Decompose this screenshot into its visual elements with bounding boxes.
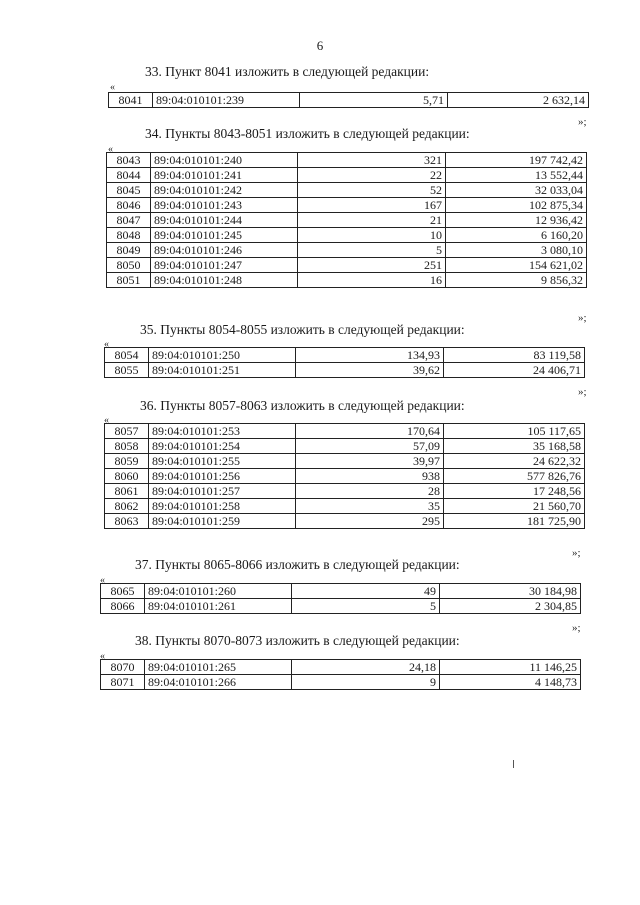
area-cell: 134,93 xyxy=(296,348,444,363)
cadastral-number-cell: 89:04:010101:241 xyxy=(151,168,298,183)
opening-quote: « xyxy=(108,144,113,155)
amount-cell: 13 552,44 xyxy=(446,168,587,183)
table-row xyxy=(107,273,587,288)
area-cell: 39,97 xyxy=(296,454,444,469)
amount-cell: 6 160,20 xyxy=(446,228,587,243)
point-number-cell: 8066 xyxy=(101,599,145,614)
table-row xyxy=(107,213,587,228)
section-heading: 34. Пункты 8043-8051 изложить в следующей редакции: xyxy=(145,126,470,141)
opening-quote: « xyxy=(104,339,109,350)
point-number-cell: 8071 xyxy=(101,675,145,690)
table-row xyxy=(107,168,587,183)
amount-cell: 2 632,14 xyxy=(448,93,589,108)
amount-cell: 24 622,32 xyxy=(444,454,585,469)
amount-cell: 3 080,10 xyxy=(446,243,587,258)
amount-cell: 154 621,02 xyxy=(446,258,587,273)
area-cell: 21 xyxy=(298,213,446,228)
area-cell: 9 xyxy=(292,675,440,690)
area-cell: 5 xyxy=(292,599,440,614)
cadastral-number-cell: 89:04:010101:245 xyxy=(151,228,298,243)
table-row xyxy=(109,93,589,108)
page-number: 6 xyxy=(316,38,324,53)
cadastral-number-cell: 89:04:010101:257 xyxy=(149,484,296,499)
table-row xyxy=(105,454,585,469)
cadastral-number-cell: 89:04:010101:248 xyxy=(151,273,298,288)
opening-quote: « xyxy=(100,575,105,586)
point-number-cell: 8062 xyxy=(105,499,149,514)
cadastral-number-cell: 89:04:010101:258 xyxy=(149,499,296,514)
point-number-cell: 8070 xyxy=(101,660,145,675)
area-cell: 57,09 xyxy=(296,439,444,454)
table-row xyxy=(107,198,587,213)
table-row xyxy=(101,660,581,675)
point-number-cell: 8046 xyxy=(107,198,151,213)
table-row xyxy=(105,363,585,378)
table-row xyxy=(101,675,581,690)
section-heading: 33. Пункт 8041 изложить в следующей редакции: xyxy=(145,64,430,79)
area-cell: 938 xyxy=(296,469,444,484)
cadastral-number-cell: 89:04:010101:253 xyxy=(149,424,296,439)
point-number-cell: 8047 xyxy=(107,213,151,228)
cadastral-number-cell: 89:04:010101:240 xyxy=(151,153,298,168)
cadastral-number-cell: 89:04:010101:244 xyxy=(151,213,298,228)
section-heading: 37. Пункты 8065-8066 изложить в следующей редакции: xyxy=(135,557,460,572)
area-cell: 170,64 xyxy=(296,424,444,439)
amendment-table xyxy=(100,583,581,614)
point-number-cell: 8059 xyxy=(105,454,149,469)
point-number-cell: 8044 xyxy=(107,168,151,183)
area-cell: 39,62 xyxy=(296,363,444,378)
table-row xyxy=(101,584,581,599)
area-cell: 167 xyxy=(298,198,446,213)
amount-cell: 32 033,04 xyxy=(446,183,587,198)
area-cell: 24,18 xyxy=(292,660,440,675)
section-heading: 38. Пункты 8070-8073 изложить в следующей редакции: xyxy=(135,633,460,648)
cadastral-number-cell: 89:04:010101:255 xyxy=(149,454,296,469)
amendment-table xyxy=(106,152,587,288)
area-cell: 10 xyxy=(298,228,446,243)
area-cell: 22 xyxy=(298,168,446,183)
point-number-cell: 8061 xyxy=(105,484,149,499)
cadastral-number-cell: 89:04:010101:259 xyxy=(149,514,296,529)
area-cell: 28 xyxy=(296,484,444,499)
point-number-cell: 8041 xyxy=(109,93,153,108)
table-row xyxy=(107,228,587,243)
cadastral-number-cell: 89:04:010101:254 xyxy=(149,439,296,454)
table-row xyxy=(105,499,585,514)
cadastral-number-cell: 89:04:010101:260 xyxy=(145,584,292,599)
area-cell: 295 xyxy=(296,514,444,529)
closing-quote: »; xyxy=(578,116,587,128)
amount-cell: 2 304,85 xyxy=(440,599,581,614)
cadastral-number-cell: 89:04:010101:247 xyxy=(151,258,298,273)
amount-cell: 197 742,42 xyxy=(446,153,587,168)
table-row xyxy=(105,424,585,439)
point-number-cell: 8058 xyxy=(105,439,149,454)
point-number-cell: 8057 xyxy=(105,424,149,439)
area-cell: 49 xyxy=(292,584,440,599)
point-number-cell: 8060 xyxy=(105,469,149,484)
closing-quote: »; xyxy=(578,386,587,398)
area-cell: 16 xyxy=(298,273,446,288)
amount-cell: 21 560,70 xyxy=(444,499,585,514)
table-row xyxy=(105,348,585,363)
opening-quote: « xyxy=(100,651,105,662)
table-row xyxy=(107,153,587,168)
cadastral-number-cell: 89:04:010101:250 xyxy=(149,348,296,363)
table-row xyxy=(105,469,585,484)
cadastral-number-cell: 89:04:010101:266 xyxy=(145,675,292,690)
point-number-cell: 8054 xyxy=(105,348,149,363)
point-number-cell: 8051 xyxy=(107,273,151,288)
margin-mark xyxy=(513,760,514,768)
amount-cell: 12 936,42 xyxy=(446,213,587,228)
amount-cell: 4 148,73 xyxy=(440,675,581,690)
amendment-table xyxy=(104,423,585,529)
table-row xyxy=(101,599,581,614)
area-cell: 5,71 xyxy=(300,93,448,108)
cadastral-number-cell: 89:04:010101:251 xyxy=(149,363,296,378)
table-row xyxy=(107,183,587,198)
area-cell: 35 xyxy=(296,499,444,514)
amendment-table xyxy=(100,659,581,690)
cadastral-number-cell: 89:04:010101:243 xyxy=(151,198,298,213)
cadastral-number-cell: 89:04:010101:246 xyxy=(151,243,298,258)
cadastral-number-cell: 89:04:010101:265 xyxy=(145,660,292,675)
amount-cell: 577 826,76 xyxy=(444,469,585,484)
table-row xyxy=(107,258,587,273)
amount-cell: 11 146,25 xyxy=(440,660,581,675)
area-cell: 5 xyxy=(298,243,446,258)
closing-quote: »; xyxy=(578,312,587,324)
cadastral-number-cell: 89:04:010101:261 xyxy=(145,599,292,614)
point-number-cell: 8063 xyxy=(105,514,149,529)
point-number-cell: 8049 xyxy=(107,243,151,258)
table-row xyxy=(105,514,585,529)
closing-quote: »; xyxy=(572,547,581,559)
cadastral-number-cell: 89:04:010101:242 xyxy=(151,183,298,198)
amount-cell: 105 117,65 xyxy=(444,424,585,439)
section-heading: 36. Пункты 8057-8063 изложить в следующей редакции: xyxy=(140,398,465,413)
point-number-cell: 8045 xyxy=(107,183,151,198)
table-row xyxy=(107,243,587,258)
area-cell: 52 xyxy=(298,183,446,198)
amount-cell: 83 119,58 xyxy=(444,348,585,363)
amendment-table xyxy=(108,92,589,108)
area-cell: 321 xyxy=(298,153,446,168)
amendment-table xyxy=(104,347,585,378)
amount-cell: 17 248,56 xyxy=(444,484,585,499)
cadastral-number-cell: 89:04:010101:239 xyxy=(153,93,300,108)
point-number-cell: 8043 xyxy=(107,153,151,168)
table-row xyxy=(105,484,585,499)
point-number-cell: 8055 xyxy=(105,363,149,378)
opening-quote: « xyxy=(110,82,115,93)
closing-quote: »; xyxy=(572,622,581,634)
cadastral-number-cell: 89:04:010101:256 xyxy=(149,469,296,484)
amount-cell: 9 856,32 xyxy=(446,273,587,288)
point-number-cell: 8065 xyxy=(101,584,145,599)
table-row xyxy=(105,439,585,454)
point-number-cell: 8050 xyxy=(107,258,151,273)
opening-quote: « xyxy=(104,415,109,426)
amount-cell: 181 725,90 xyxy=(444,514,585,529)
section-heading: 35. Пункты 8054-8055 изложить в следующей редакции: xyxy=(140,322,465,337)
point-number-cell: 8048 xyxy=(107,228,151,243)
amount-cell: 24 406,71 xyxy=(444,363,585,378)
area-cell: 251 xyxy=(298,258,446,273)
amount-cell: 30 184,98 xyxy=(440,584,581,599)
amount-cell: 35 168,58 xyxy=(444,439,585,454)
amount-cell: 102 875,34 xyxy=(446,198,587,213)
